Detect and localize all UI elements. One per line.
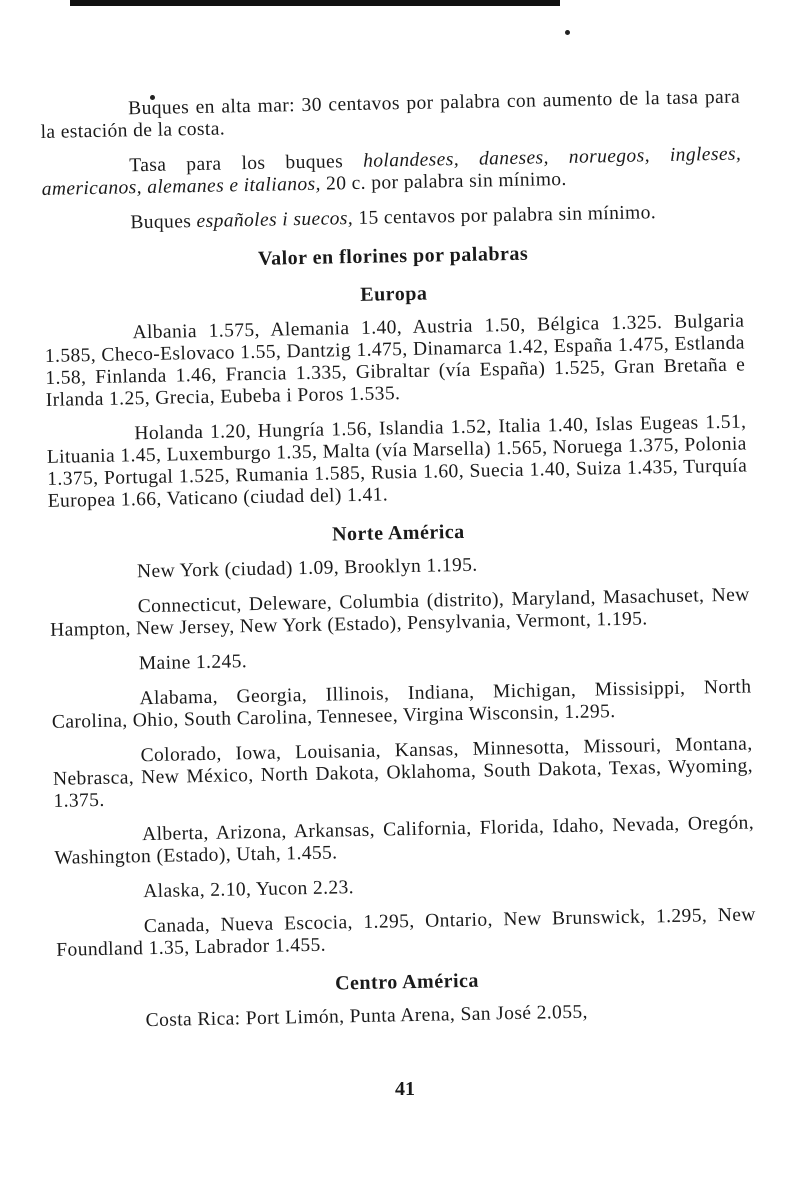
main-title: Valor en florines por palabras (257, 242, 529, 270)
section-title-centro-america: Centro América (334, 969, 480, 995)
intro-italic-text: holandeses, daneses, noruegos, ingleses, americanos, alemanes e italianos, (41, 143, 742, 200)
rate-paragraph: Colorado, Iowa, Louisania, Kansas, Minnesotta, Missouri, Montana, Nebrasca, New México, North Dakota, Oklahoma, South Dakota, Texas, Wyoming, 1.375. (52, 733, 754, 812)
rate-paragraph: Albania 1.575, Alemania 1.40, Austria 1.50, Bélgica 1.325. Bulgaria 1.585, Checo-Eslovaco 1.55, Dantzig 1.475, Dinamarca 1.42, España 1.475, Estlanda 1.58, Finlanda 1.46, Francia 1.335, Gibraltar (vía España) 1.525, Gran Bretaña e Irlanda 1.25, Grecia, Eubeba i Poros 1.535. (44, 310, 746, 411)
intro-italic-text: españoles i suecos, (196, 208, 354, 233)
rate-paragraph: Maine 1.245. (138, 651, 248, 675)
intro-text: Buques (130, 211, 197, 234)
intro-paragraph-2 (41, 144, 742, 201)
rate-paragraph: Alaska, 2.10, Yucon 2.23. (143, 877, 355, 903)
page-text (40, 87, 758, 1047)
ink-speck (565, 30, 570, 35)
intro-paragraph-1: Buques en alta mar: 30 centavos por palabra con aumento de la tasa para la estación de la costa. (40, 86, 741, 143)
top-border-mark (70, 0, 560, 6)
rate-paragraph: Connecticut, Deleware, Columbia (distrito), Maryland, Masachuset, New Hampton, New Jersey, New York (Estado), Pensylvania, Vermont, 1.195. (49, 584, 750, 641)
rate-paragraph: Costa Rica: Port Limón, Punta Arena, San José 2.055, (145, 1001, 589, 1032)
rate-paragraph: Holanda 1.20, Hungría 1.56, Islandia 1.52, Italia 1.40, Islas Eugeas 1.51, Lituania 1.45, Luxemburgo 1.35, Malta (vía Marsella) 1.565, Noruega 1.375, Polonia 1.375, Portugal 1.525, Rumania 1.585, Rusia 1.60, Suecia 1.40, Suiza 1.435, Turquía Europea 1.66, Vaticano (ciudad del) 1.41. (46, 411, 748, 512)
intro-text: 20 c. por palabra sin mínimo. (320, 168, 567, 195)
rate-paragraph: New York (ciudad) 1.09, Brooklyn 1.195. (136, 554, 478, 583)
intro-paragraph-3 (42, 201, 742, 236)
section-title-europa: Europa (360, 282, 428, 306)
intro-text: 15 centavos por palabra sin mínimo. (352, 202, 657, 230)
rate-paragraph: Alberta, Arizona, Arkansas, California, Florida, Idaho, Nevada, Oregón, Washington (Estado), Utah, 1.455. (54, 812, 755, 869)
intro-text: Tasa para los buques (129, 150, 364, 177)
rate-paragraph: Canada, Nueva Escocia, 1.295, Ontario, New Brunswick, 1.295, New Foundland 1.35, Labrador 1.455. (56, 904, 756, 961)
section-title-norte-america: Norte América (331, 520, 465, 546)
rate-paragraph: Alabama, Georgia, Illinois, Indiana, Michigan, Missisippi, North Carolina, Ohio, South Carolina, Tennesee, Virgina Wisconsin, 1.295. (51, 676, 752, 733)
page-number: 41 (395, 1078, 415, 1100)
